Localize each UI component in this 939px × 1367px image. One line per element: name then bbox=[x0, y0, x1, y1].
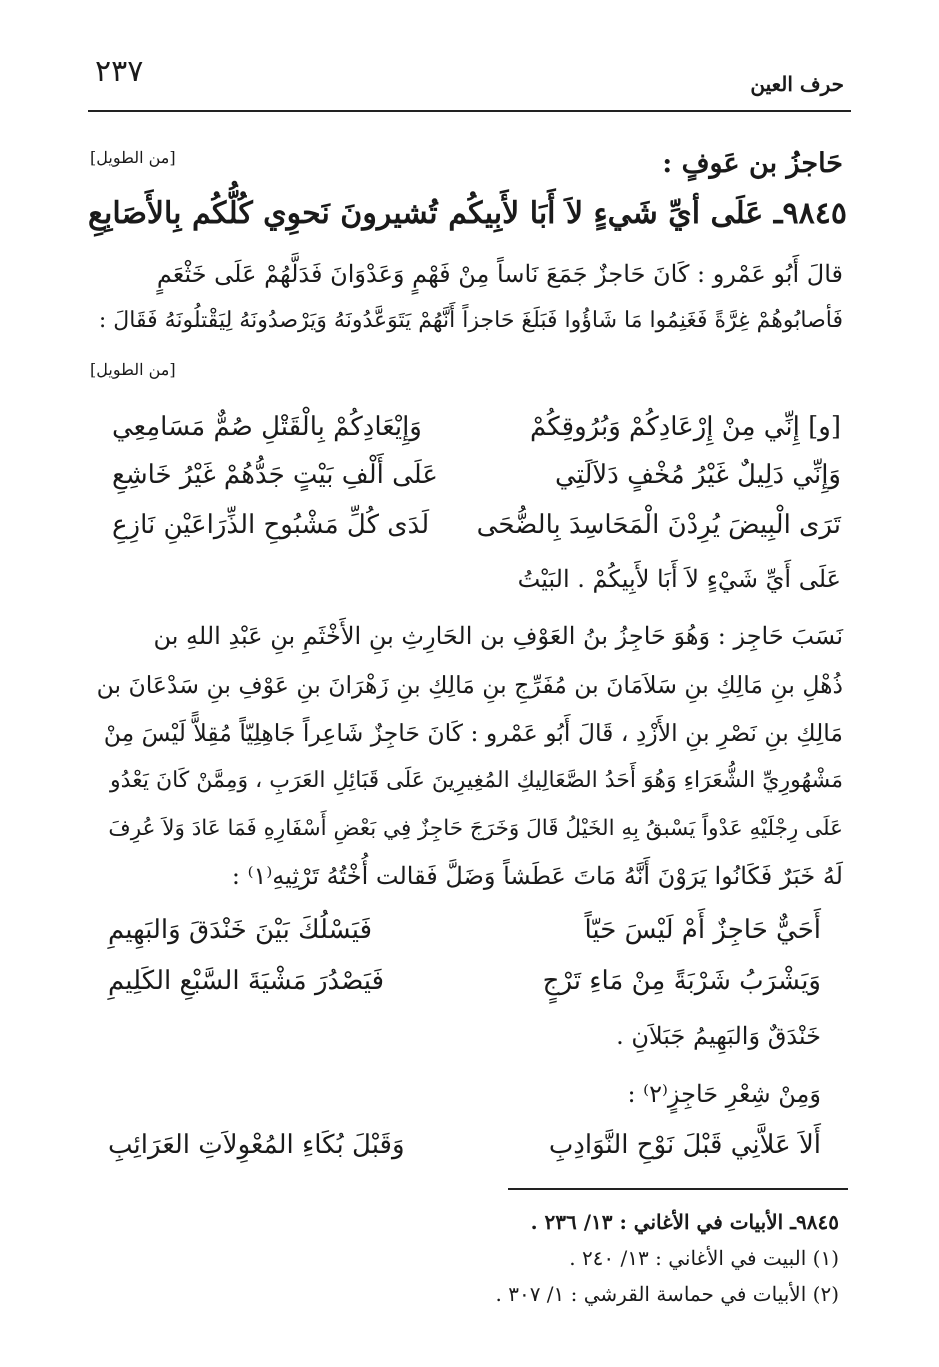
footnote: (٢) الأبيات في حماسة القرشي : ١/ ٣٠٧ . bbox=[495, 1282, 839, 1306]
poem-hemistich-right: وَإِنِّي دَلِيلٌ غَيْرُ مُخْفٍ دَلاَلَتِي bbox=[554, 460, 841, 490]
poem-hemistich-left: لَدَى كُلِّ مَشْبُوحِ الذِّرَاعَيْنِ نَازِعِ bbox=[112, 510, 430, 540]
prose-line: فَأصابُوهُمْ غِرَّةً فَغَنِمُوا مَا شَاؤُوا فَبَلَغَ حَاجزاً أَنَّهُمْ يَتَوَعَّدُونَهُ وَيَرْصدُونَهُ لِيَقْتلُونَهُ فَقَالَ : bbox=[98, 308, 843, 333]
prose-line: لَهُ خَبَرٌ فَكَانُوا يَرَوْنَ أَنَّهُ مَاتَ عَطَشاً وَضَلَّ فَقالت أُخْتُهُ تَرْثِيهِ⁽١⁾ : bbox=[231, 862, 843, 890]
running-title: حرف العين bbox=[750, 72, 844, 96]
prose-line: مَالِكِ بنِ نَصْرِ بنِ الأَزْدِ ، قَالَ أَبُو عَمْرو : كَانَ حَاجِزٌ شَاعِراً جَاهِلِيّاً مُقِلاًّ لَيْسَ مِنْ bbox=[103, 719, 843, 747]
meter-tag: [من الطويل] bbox=[90, 360, 176, 379]
footnote: ٩٨٤٥ـ الأبيات في الأغاني : ١٣/ ٢٣٦ . bbox=[530, 1210, 839, 1234]
prose-line: ذُهْلِ بنِ مَالِكِ بنِ سَلاَمَانَ بن مُفَرِّجِ بنِ مَالِكِ بنِ زَهْرَانَ بنِ عَوْفِ بنِ سَدْعَانَ بن bbox=[96, 671, 843, 699]
header-rule bbox=[88, 110, 851, 112]
poem-hemistich-left: وَقَبْلَ بُكَاءِ المُعْوِلاَتِ العَرَائِبِ bbox=[108, 1130, 405, 1160]
poem-tail: خَنْدَقٌ وَالبَهِيمُ جَبَلاَنِ . bbox=[616, 1022, 821, 1050]
prose-line: مَشْهُورِيِّ الشُّعَرَاءِ وَهُوَ أَحَدُ الصَّعَالِيكِ المُغِيرِينَ عَلَى قَبَائِلِ العَرَبِ ، وَمِمَّنْ كَانَ يَعْدُو bbox=[110, 768, 843, 793]
prose-line: نَسَبَ حَاجِز : وَهُوَ حَاجِزُ بنُ العَوْفِ بن الحَارِثِ بنِ الأَخْثَمِ بنِ عَبْدِ اللهِ بن bbox=[153, 622, 843, 650]
poem-hemistich-left: وَإِيْعَادِكُمْ بِالْقَتْلِ صُمٌّ مَسَامِعِي bbox=[112, 412, 422, 442]
poem-hemistich-left: فَيَصْدُرَ مَشْيَةَ السَّبْعِ الكَلِيمِ bbox=[108, 966, 385, 996]
footnote-rule bbox=[508, 1188, 848, 1190]
poem-hemistich-right: أَحَيٌّ حَاجِزٌ أَمْ لَيْسَ حَيّاً bbox=[584, 915, 821, 945]
main-verse-first-hemistich: ٩٨٤٥ـ عَلَى أيِّ شَيءٍ لاَ أَبَا لأَبِيكُم bbox=[448, 196, 847, 231]
poem-tail: عَلَى أَيِّ شَيْءٍ لاَ أَبَا لأَبِيكُمْ . البَيْتُ bbox=[517, 565, 841, 593]
page-number: ٢٣٧ bbox=[95, 54, 144, 89]
poem-hemistich-right: تَرَى الْبِيضَ يُرِدْنَ الْمَحَاسِدَ بِالضُّحَى bbox=[476, 510, 841, 540]
poem-hemistich-left: عَلَى أَلْفِ بَيْتٍ جَدُّهُمْ غَيْرُ خَاشِعِ bbox=[112, 460, 438, 490]
footnote: (١) البيت في الأغاني : ١٣/ ٢٤٠ . bbox=[569, 1246, 839, 1270]
poem-hemistich-right: أَلاَ عَلاَّنِي قَبْلَ نَوْحِ النَّوَادِبِ bbox=[548, 1130, 821, 1160]
poem-hemistich-right: وَيَشْرَبُ شَرْبَةً مِنْ مَاءِ تَرْجٍ bbox=[542, 966, 821, 996]
main-verse-second-hemistich: تُشيرونَ نَحوِي كُلُّكُم بِالأَصَابِعِ bbox=[88, 196, 438, 231]
meter-tag: [من الطويل] bbox=[90, 148, 176, 167]
prose-line: وَمِنْ شِعْرِ حَاجِزٍ⁽٢⁾ : bbox=[627, 1080, 821, 1108]
prose-line: عَلَى رِجْلَيْهِ عَدْواً يَسْبقُ بِهِ الخَيْلُ قَالَ وَخَرَجَ حَاجِزٌ فِي بَعْضِ أَسْفَارِهِ فَمَا عَادَ وَلاَ عُرِفَ bbox=[108, 816, 843, 841]
prose-line: قالَ أَبُو عَمْرو : كَانَ حَاجزٌ جَمَعَ نَاساً مِنْ فَهْمٍ وَعَدْوَانَ فَدَلَّهُمْ عَلَى خَثْعَمٍ bbox=[156, 260, 843, 288]
poem-hemistich-right: [و] إِنِّي مِنْ إِرْعَادِكُمْ وَبُرُوقِكُمْ bbox=[529, 412, 841, 442]
poem-hemistich-left: فَيَسْلُكَ بَيْنَ خَنْدَقَ وَالبَهِيمِ bbox=[108, 915, 373, 945]
poet-heading: حَاجزُ بن عَوفٍ : bbox=[662, 148, 843, 179]
